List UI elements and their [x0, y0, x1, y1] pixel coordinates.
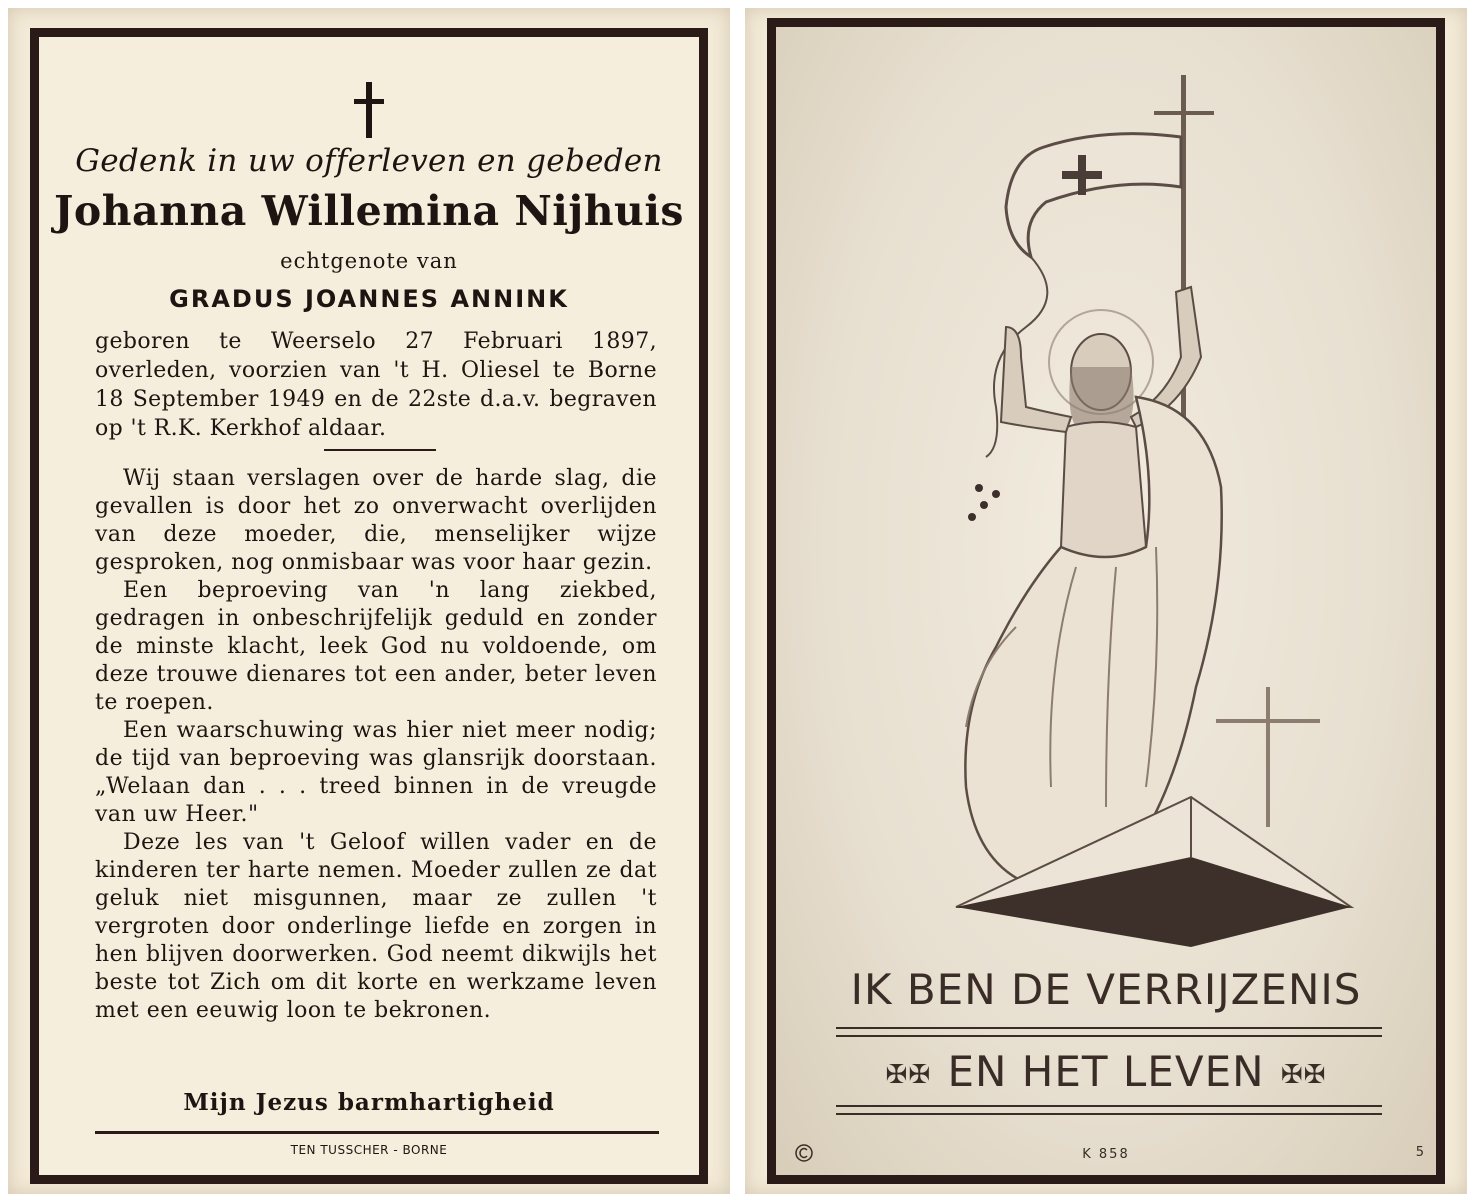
memorial-card-image-side	[745, 8, 1467, 1194]
caption-line-1: IK BEN DE VERRIJZENIS	[850, 965, 1362, 1014]
cross-icon: ✠✠	[885, 1059, 932, 1090]
caption-rule	[836, 1027, 1382, 1037]
memorial-card-text-side	[8, 8, 730, 1194]
catalog-reference: K 858	[1082, 1147, 1130, 1162]
cross-icon: ✠✠	[1280, 1059, 1327, 1090]
memorial-text	[95, 465, 657, 1025]
page-number: 5	[1415, 1145, 1424, 1160]
caption-rule	[836, 1105, 1382, 1115]
paragraph: Wij staan verslagen over de harde slag, die gevallen is door het zo onverwacht overlijden van deze moeder, die, menselijker wijze gesproken, nog onmisbaar was voor haar gezin.	[95, 466, 657, 575]
divider	[324, 449, 436, 451]
cross-icon	[351, 82, 387, 138]
deceased-name: Johanna Willemina Nijhuis	[54, 187, 684, 235]
printer-credit: TEN TUSSCHER - BORNE	[290, 1143, 448, 1157]
heading: Gedenk in uw offerleven en gebeden	[75, 143, 663, 179]
paragraph: Een waarschuwing was hier niet meer nodig; de tijd van beproeving was glansrijk doorstaan. „Welaan dan . . . treed binnen in de vreugde van uw Heer."	[95, 718, 657, 827]
closing-prayer: Mijn Jezus barmhartigheid	[183, 1089, 555, 1116]
caption-line-2-text: EN HET LEVEN	[947, 1047, 1265, 1096]
spouse-name: GRADUS JOANNES ANNINK	[169, 285, 569, 313]
paragraph: Een beproeving van 'n lang ziekbed, gedragen in onbeschrijfelijk geduld en zonder de minste klacht, leek God nu voldoende, om deze trouwe dienares tot een ander, beter leven te roepen.	[95, 578, 657, 715]
spouse-label: echtgenote van	[280, 249, 458, 273]
black-border-frame	[767, 18, 1445, 1184]
caption-line-2	[776, 1047, 1436, 1096]
paragraph: Deze les van 't Geloof willen vader en de kinderen ter harte nemen. Moeder zullen ze dat geluk niet misgunnen, maar ze zullen 't vergroten door onderlinge liefde en zorgen in hen blijven doorwerken. God neemt dikwijls het beste tot Zich om dit korte en werkzame leven met een eeuwig loon te bekronen.	[95, 830, 657, 1023]
black-border-frame	[30, 28, 708, 1184]
biography-text: geboren te Weerselo 27 Februari 1897, overleden, voorzien van 't H. Oliesel te Borne 18 September 1949 en de 22ste d.a.v. begraven op 't R.K. Kerkhof aldaar.	[95, 329, 657, 441]
divider	[95, 1131, 659, 1134]
